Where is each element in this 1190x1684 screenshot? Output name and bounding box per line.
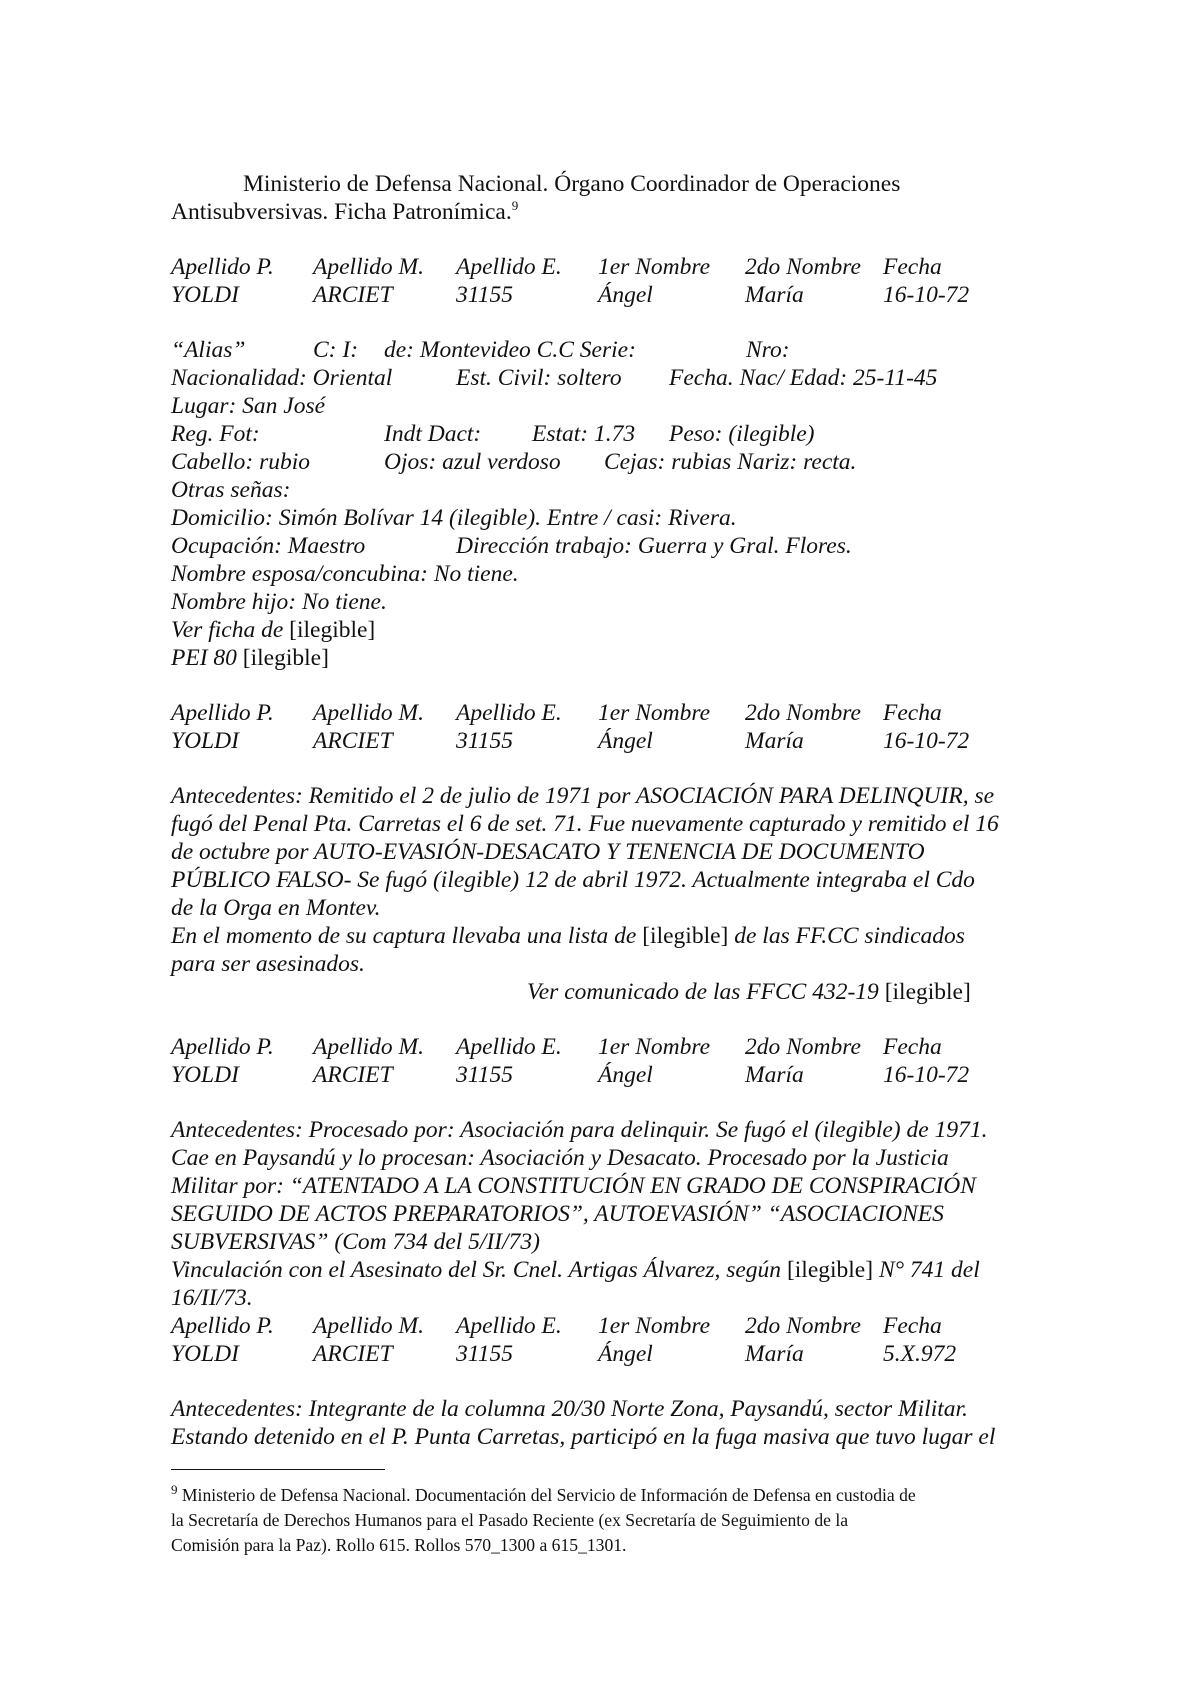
header-apellido-p: Apellido P. [171,700,274,726]
cell-fecha: 16-10-72 [883,728,970,754]
header-apellido-e: Apellido E. [456,700,562,726]
footnote-line: $^9$ Ministerio de Defensa Nacional. Documentación del Servicio de Información de Defensa en custodia de [171,1482,916,1505]
footnote-line: la Secretaría de Derechos Humanos para el Pasado Reciente (ex Secretaría de Seguimiento de la [171,1510,849,1530]
antecedentes-line: PÚBLICO FALSO- Se fugó (ilegible) 12 de abril 1972. Actualmente integraba el Cdo [171,867,975,893]
ver-comunicado: Ver comunicado de las FFCC 432-19 [ilegible] [527,979,971,1005]
estatura: Estat: 1.73 [532,421,636,447]
cell-apellido-e: 31155 [456,282,514,308]
header-apellido-m: Apellido M. [313,254,424,280]
cell-apellido-p: YOLDI [171,1341,239,1367]
header-1er-nombre: 1er Nombre [598,1313,711,1339]
header-1er-nombre: 1er Nombre [598,700,711,726]
header-fecha: Fecha [883,1034,942,1060]
header-apellido-p: Apellido P. [171,1313,274,1339]
ver-ficha: Ver ficha de [ilegible] [171,617,376,643]
header-fecha: Fecha [883,700,942,726]
ojos: Ojos: azul verdoso [384,449,561,475]
ci-label: C: I: [313,337,359,363]
antecedentes-line: Antecedentes: Remitido el 2 de julio de 1971 por ASOCIACIÓN PARA DELINQUIR, se [171,783,995,809]
cejas-nariz: Cejas: rubias Nariz: recta. [604,449,857,475]
reg-fot: Reg. Fot: [171,421,260,447]
ocupacion: Ocupación: Maestro [171,533,366,559]
antecedentes-line: Antecedentes: Integrante de la columna 20/30 Norte Zona, Paysandú, sector Militar. [171,1396,968,1422]
nombre-hijo: Nombre hijo: No tiene. [171,589,387,615]
intro-line-1: Ministerio de Defensa Nacional. Órgano Coordinador de Operaciones [243,171,901,197]
nombre-esposa: Nombre esposa/concubina: No tiene. [171,561,519,587]
antecedentes-line: fugó del Penal Pta. Carretas el 6 de set. 71. Fue nuevamente capturado y remitido el 16 [171,811,999,837]
cell-fecha: 5.X.972 [883,1341,957,1367]
captura-line: En el momento de su captura llevaba una lista de [ilegible] de las FF.CC sindicados [171,923,965,949]
cell-apellido-m: ARCIET [313,1062,393,1088]
header-apellido-m: Apellido M. [313,700,424,726]
cell-apellido-m: ARCIET [313,282,393,308]
antecedentes-line: Cae en Paysandú y lo procesan: Asociación y Desacato. Procesado por la Justicia [171,1145,949,1171]
antecedentes-line: Estando detenido en el P. Punta Carretas, participó en la fuga masiva que tuvo lugar el [171,1424,996,1450]
antecedentes-line: de la Orga en Montev. [171,895,381,921]
peso: Peso: (ilegible) [669,421,815,447]
cell-2do-nombre: María [745,1341,804,1367]
cabello: Cabello: rubio [171,449,311,475]
ci-de: de: Montevideo C.C Serie: [384,337,636,363]
est-civil: Est. Civil: soltero [456,365,622,391]
header-apellido-m: Apellido M. [313,1034,424,1060]
header-fecha: Fecha [883,1313,942,1339]
header-1er-nombre: 1er Nombre [598,254,711,280]
cell-apellido-m: ARCIET [313,1341,393,1367]
antecedentes-line: Antecedentes: Procesado por: Asociación para delinquir. Se fugó el (ilegible) de 1971. [171,1117,988,1143]
header-2do-nombre: 2do Nombre [745,1034,861,1060]
header-apellido-e: Apellido E. [456,254,562,280]
domicilio: Domicilio: Simón Bolívar 14 (ilegible). Entre / casi: Rivera. [171,505,737,531]
header-2do-nombre: 2do Nombre [745,254,861,280]
antecedentes-line: Militar por: “ATENTADO A LA CONSTITUCIÓN EN GRADO DE CONSPIRACIÓN [171,1173,976,1199]
cell-apellido-e: 31155 [456,1341,514,1367]
cell-1er-nombre: Ángel [598,728,653,754]
header-2do-nombre: 2do Nombre [745,1313,861,1339]
direccion-trabajo: Dirección trabajo: Guerra y Gral. Flores. [456,533,852,559]
cell-1er-nombre: Ángel [598,1062,653,1088]
vinculacion-line-2: 16/II/73. [171,1285,253,1311]
fecha-nac: Fecha. Nac/ Edad: 25-11-45 [669,365,938,391]
header-apellido-p: Apellido P. [171,254,274,280]
header-apellido-e: Apellido E. [456,1313,562,1339]
antecedentes-line: SEGUIDO DE ACTOS PREPARATORIOS”, AUTOEVASIÓN” “ASOCIACIONES [171,1201,944,1227]
alias-label: “Alias” [171,337,246,363]
cell-apellido-m: ARCIET [313,728,393,754]
header-apellido-e: Apellido E. [456,1034,562,1060]
cell-fecha: 16-10-72 [883,1062,970,1088]
footnote-separator [171,1469,385,1470]
cell-apellido-p: YOLDI [171,728,239,754]
antecedentes-line: SUBVERSIVAS” (Com 734 del 5/II/73) [171,1229,540,1255]
header-2do-nombre: 2do Nombre [745,700,861,726]
cell-fecha: 16-10-72 [883,282,970,308]
vinculacion-line: Vinculación con el Asesinato del Sr. Cnel. Artigas Álvarez, según [ilegible] N° 741 del [171,1257,980,1283]
cell-apellido-e: 31155 [456,728,514,754]
pei: PEI 80 [ilegible] [171,645,329,671]
antecedentes-line: de octubre por AUTO-EVASIÓN-DESACATO Y TENENCIA DE DOCUMENTO [171,839,925,865]
cell-apellido-p: YOLDI [171,1062,239,1088]
otras-senas: Otras señas: [171,477,291,503]
header-1er-nombre: 1er Nombre [598,1034,711,1060]
cell-1er-nombre: Ángel [598,282,653,308]
header-fecha: Fecha [883,254,942,280]
nacionalidad: Nacionalidad: Oriental [171,365,393,391]
cell-2do-nombre: María [745,1062,804,1088]
lugar: Lugar: San José [171,393,326,419]
cell-1er-nombre: Ángel [598,1341,653,1367]
cell-2do-nombre: María [745,282,804,308]
indt-dact: Indt Dact: [384,421,482,447]
cell-2do-nombre: María [745,728,804,754]
intro-line-2: Antisubversivas. Ficha Patronímica.$^9$ [171,198,519,225]
cell-apellido-e: 31155 [456,1062,514,1088]
footnote-ref: 9 [511,198,519,214]
nro-label: Nro: [746,337,790,363]
footnote-line: Comisión para la Paz). Rollo 615. Rollos 570_1300 a 615_1301. [171,1535,627,1555]
header-apellido-p: Apellido P. [171,1034,274,1060]
captura-line-2: para ser asesinados. [171,951,365,977]
header-apellido-m: Apellido M. [313,1313,424,1339]
cell-apellido-p: YOLDI [171,282,239,308]
